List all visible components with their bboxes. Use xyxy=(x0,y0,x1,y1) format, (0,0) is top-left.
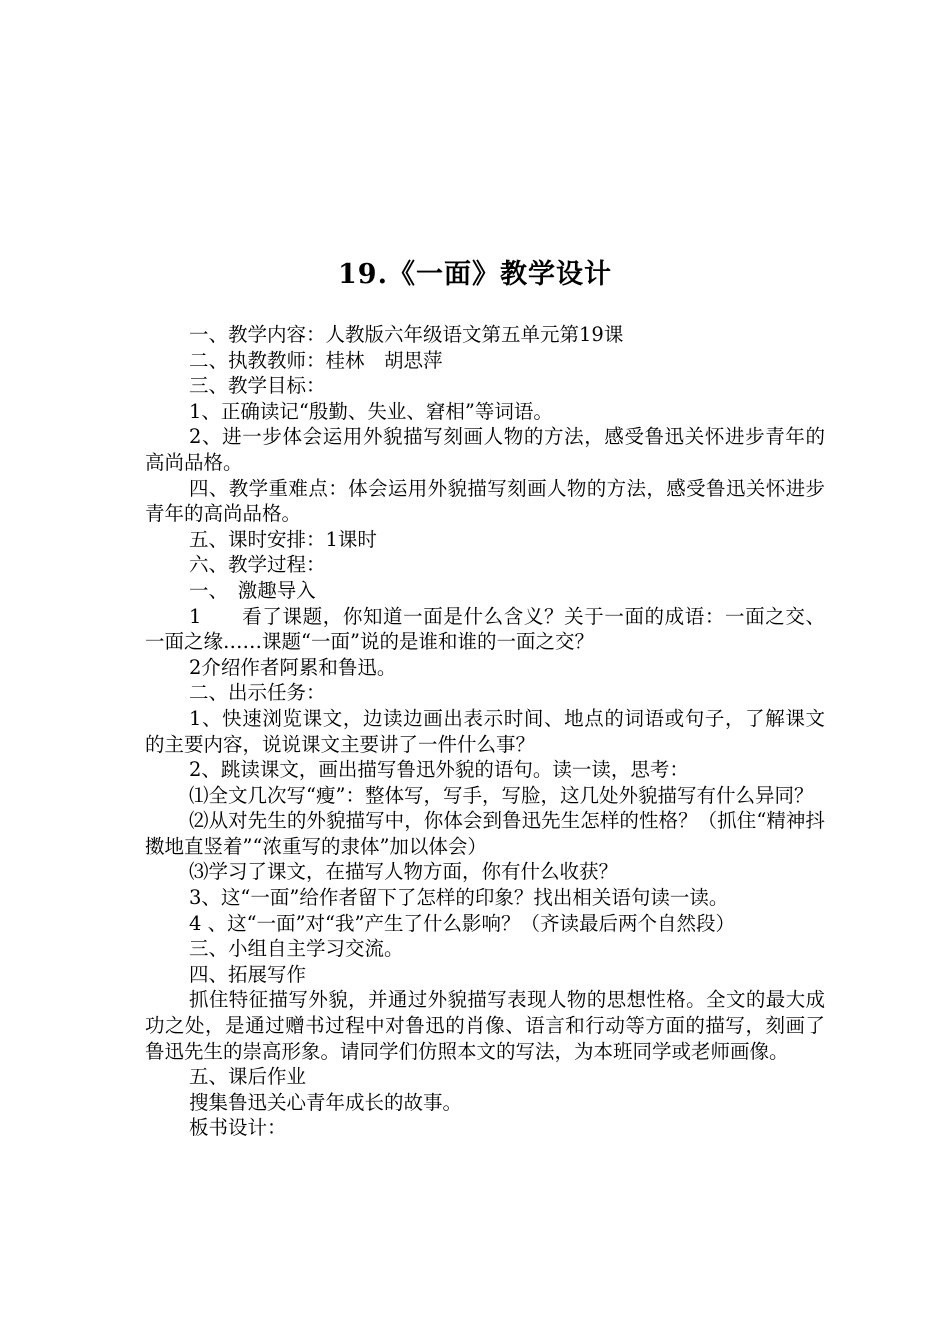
paragraph-task-3: 3、这“一面”给作者留下了怎样的印象？找出相关语句读一读。 xyxy=(189,886,729,910)
paragraph-writing-task: 抓住特征描写外貌，并通过外貌描写表现人物的思想性格。全文的最大成功之处，是通过赠书过程中对鲁迅的肖像、语言和行动等方面的描写，刻画了鲁迅先生的崇高形象。请同学们仿照本文的写法，为本班同学或老师画像。 xyxy=(145,988,825,1063)
paragraph-step-2-heading: 二、出示任务： xyxy=(189,681,326,705)
paragraph-objective-1: 1、正确读记“殷勤、失业、窘相”等词语。 xyxy=(189,399,553,423)
paragraph-homework: 搜集鲁迅关心青年成长的故事。 xyxy=(189,1090,463,1114)
paragraph-question-1: ⑴全文几次写“瘦”：整体写，写手，写脸，这几处外貌描写有什么异同？ xyxy=(189,783,814,807)
paragraph-task-2: 2、跳读课文，画出描写鲁迅外貌的语句。读一读，思考： xyxy=(189,758,689,782)
paragraph-board-design: 板书设计： xyxy=(189,1116,287,1140)
paragraph-key-points: 四、教学重难点：体会运用外貌描写刻画人物的方法，感受鲁迅关怀进步青年的高尚品格。 xyxy=(145,476,825,526)
paragraph-task-1: 1、快速浏览课文，边读边画出表示时间、地点的词语或句子，了解课文的主要内容，说说课文主要讲了一件什么事？ xyxy=(145,706,825,756)
paragraph-question-2: ⑵从对先生的外貌描写中，你体会到鲁迅先生怎样的性格？（抓住“精神抖擞地直竖着”“浓重写的隶体”加以体会） xyxy=(145,809,825,858)
paragraph-step-4-heading: 四、拓展写作 xyxy=(189,962,307,986)
paragraph-objectives-heading: 三、教学目标： xyxy=(189,374,326,398)
paragraph-task-4: 4 、这“一面”对“我”产生了什么影响？（齐读最后两个自然段） xyxy=(189,911,735,935)
paragraph-process-heading: 六、教学过程： xyxy=(189,553,326,577)
paragraph-objective-2: 2、进一步体会运用外貌描写刻画人物的方法，感受鲁迅关怀进步青年的高尚品格。 xyxy=(145,425,825,474)
paragraph-teaching-content: 一、教学内容：人教版六年级语文第五单元第19课 xyxy=(189,323,624,346)
paragraph-question-3: ⑶学习了课文，在描写人物方面，你有什么收获？ xyxy=(189,860,619,884)
document-title: 19.《一面》教学设计 xyxy=(338,259,612,290)
paragraph-step-1-item-2: 2介绍作者阿累和鲁迅。 xyxy=(189,655,397,679)
paragraph-step-3-heading: 三、小组自主学习交流。 xyxy=(189,937,404,961)
paragraph-step-1-heading: 一、 激趣导入 xyxy=(189,578,316,602)
paragraph-teacher: 二、执教教师：桂林 胡思萍 xyxy=(189,348,443,372)
paragraph-step-5-heading: 五、课后作业 xyxy=(189,1065,307,1089)
document-body xyxy=(145,322,825,1141)
paragraph-schedule: 五、课时安排：1课时 xyxy=(189,527,377,551)
paragraph-step-1-item-1: 1 看了课题，你知道一面是什么含义？关于一面的成语：一面之交、一面之缘……课题“一面”说的是谁和谁的一面之交？ xyxy=(145,604,825,654)
